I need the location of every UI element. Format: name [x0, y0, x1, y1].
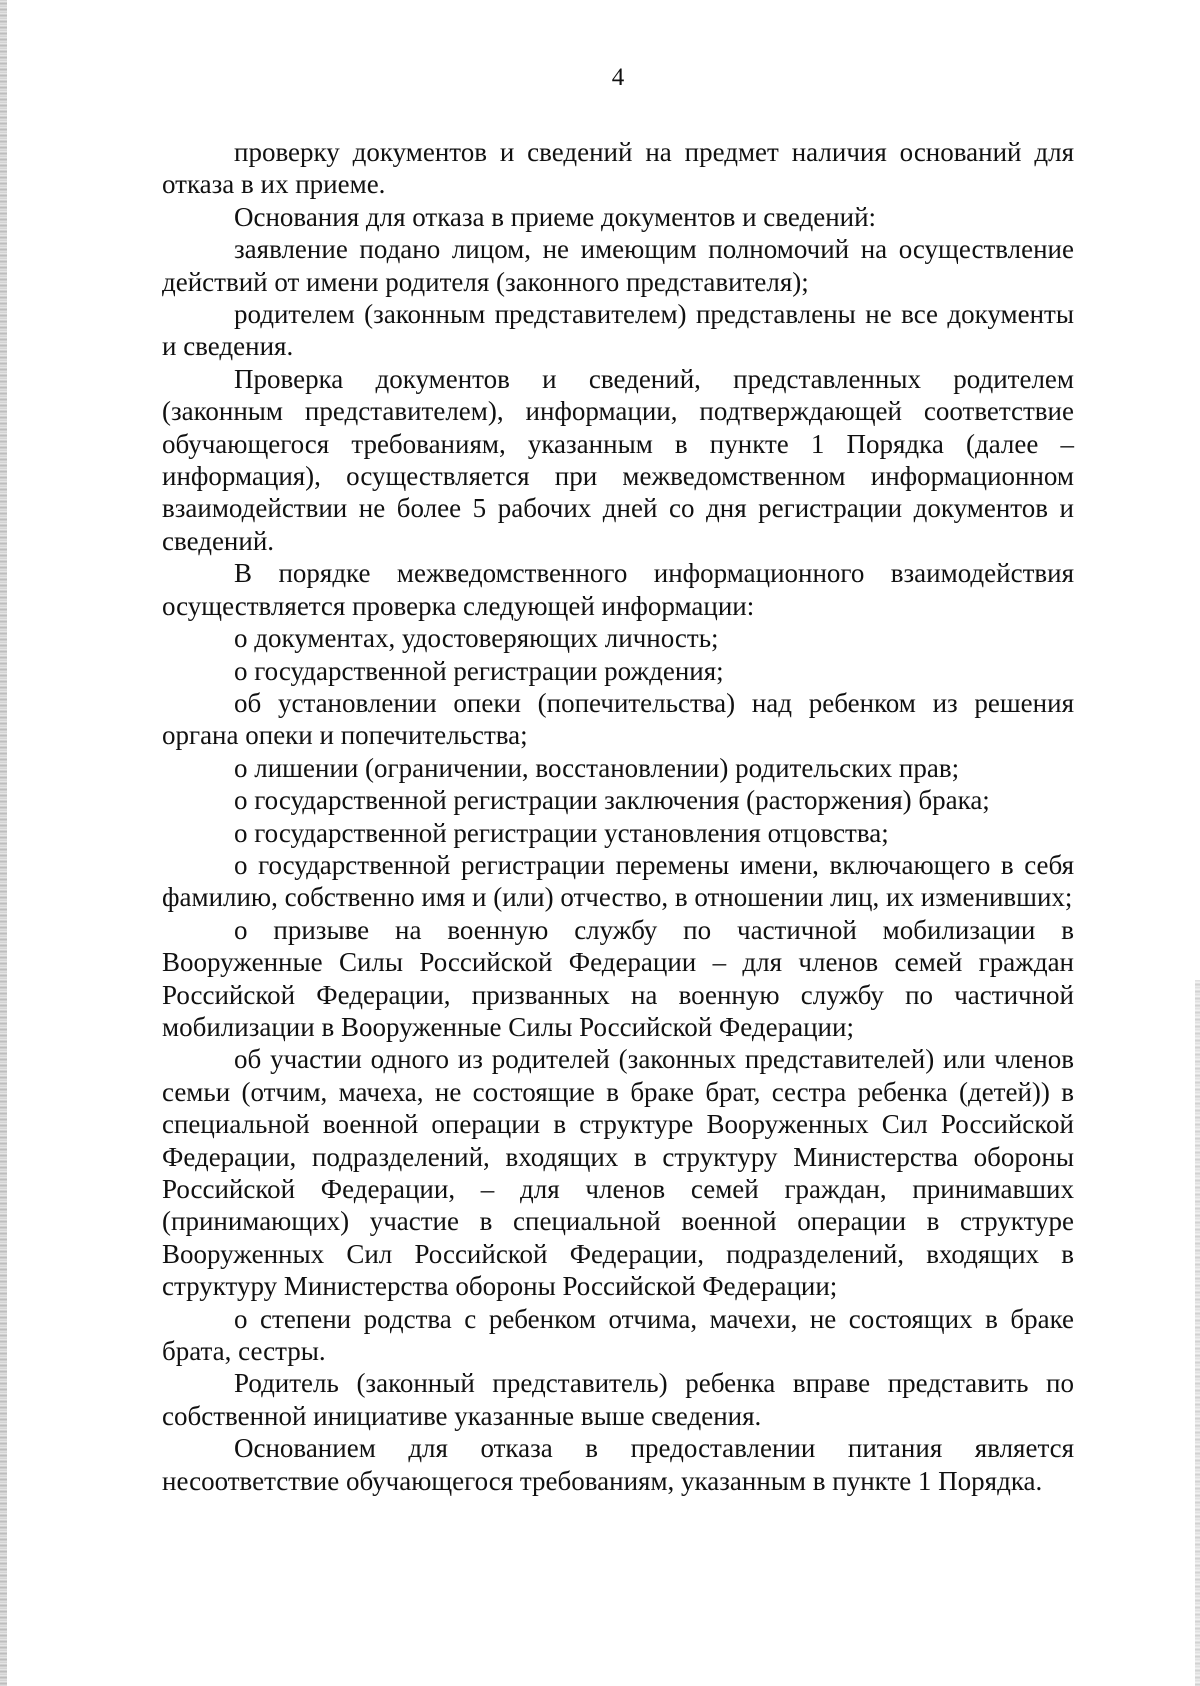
list-item-guardianship: об установлении опеки (попечительства) над ребенком из решения органа опеки и попечительства;	[162, 687, 1074, 751]
scan-edge-left	[0, 0, 7, 1686]
paragraph-refusal-grounds-heading: Основания для отказа в приеме документов и сведений:	[234, 201, 877, 232]
list-item-parental-rights: о лишении (ограничении, восстановлении) родительских прав;	[234, 752, 960, 783]
list-item-name-change: о государственной регистрации перемены имени, включающего в себя фамилию, собственно имя и (или) отчество, в отношении лиц, их изменивших;	[162, 849, 1074, 913]
paragraph-verification: Проверка документов и сведений, представленных родителем (законным представителем), информации, подтверждающей соответствие обучающегося требованиям, указанным в пункте 1 Порядка (далее – информация), осуществляется при межведомственном информационном взаимодействии не более 5 рабочих дней со дня регистрации документов и сведений.	[162, 363, 1074, 556]
document-body	[162, 136, 1074, 1497]
list-item-identity-documents: о документах, удостоверяющих личность;	[234, 623, 719, 654]
paragraph-check-continuation: проверку документов и сведений на предмет наличия оснований для отказа в их приеме.	[162, 137, 1074, 200]
list-item-kinship: о степени родства с ребенком отчима, мачехи, не состоящих в браке брата, сестры.	[162, 1303, 1074, 1367]
list-item-birth-registration: о государственной регистрации рождения;	[234, 655, 724, 686]
paragraph-refusal-no-authority: заявление подано лицом, не имеющим полномочий на осуществление действий от имени родителя (законного представителя);	[162, 234, 1074, 297]
list-item-marriage-registration: о государственной регистрации заключения (расторжения) брака;	[234, 785, 990, 816]
paragraph-refusal-of-meals: Основанием для отказа в предоставлении питания является несоответствие обучающегося требованиям, указанным в пункте 1 Порядка.	[162, 1433, 1074, 1496]
page-number: 4	[611, 64, 625, 91]
paragraph-refusal-incomplete: родителем (законным представителем) представлены не все документы и сведения.	[162, 299, 1074, 362]
paragraph-interagency-intro: В порядке межведомственного информационного взаимодействия осуществляется проверка следующей информации:	[162, 558, 1074, 621]
list-item-special-operation: об участии одного из родителей (законных представителей) или членов семьи (отчим, мачеха, не состоящие в браке брат, сестра ребенка (детей)) в специальной военной операции в структуре Вооруженных Сил Российской Федерации, подразделений, входящих в структуру Министерства обороны Российской Федерации, – для членов семей граждан, принимавших (принимающих) участие в специальной военной операции в структуре Вооруженных Сил Российской Федерации, подразделений, входящих в структуру Министерства обороны Российской Федерации;	[162, 1044, 1074, 1302]
list-item-paternity-registration: о государственной регистрации установления отцовства;	[234, 817, 889, 848]
scan-edge-right	[1195, 980, 1200, 1686]
list-item-mobilization: о призыве на военную службу по частичной мобилизации в Вооруженные Силы Российской Федерации – для членов семей граждан Российской Федерации, призванных на военную службу по частичной мобилизации в Вооруженные Силы Российской Федерации;	[162, 914, 1074, 1042]
paragraph-parent-initiative: Родитель (законный представитель) ребенка вправе представить по собственной инициативе указанные выше сведения.	[162, 1368, 1074, 1431]
